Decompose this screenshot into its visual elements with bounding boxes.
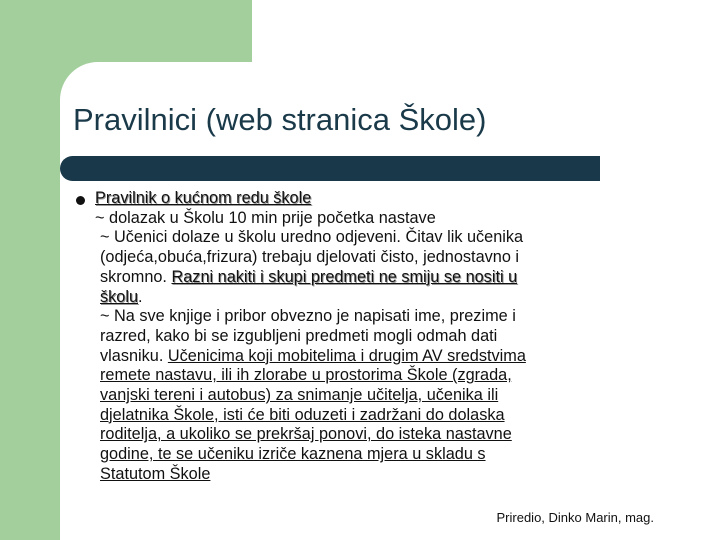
body-line: ~ Na sve knjige i pribor obvezno je napisati ime, prezime i xyxy=(100,307,516,326)
body-text: . xyxy=(138,287,143,306)
mobile-rule-link-cont[interactable]: djelatnika Škole, isti će biti oduzeti i zadržani do dolaska xyxy=(100,405,505,424)
slide-title: Pravilnici (web stranica Škole) xyxy=(73,102,487,137)
bullet-dot-icon xyxy=(76,196,85,205)
mobile-rule-link-cont[interactable]: remete nastavu, ili ih zlorabe u prostorima Škole (zgrada, xyxy=(100,366,512,385)
slide-body xyxy=(95,189,665,485)
mobile-rule-link-cont[interactable]: roditelja, a ukoliko se prekršaj ponovi, do isteka nastavne xyxy=(100,425,512,444)
mobile-rule-link-cont[interactable]: vanjski tereni i autobus) za snimanje učitelja, učenika ili xyxy=(100,386,499,405)
rules-heading-link[interactable]: Pravilnik o kućnom redu škole xyxy=(95,189,312,207)
mobile-rule-link-cont[interactable]: Statutom Škole xyxy=(100,464,211,483)
body-line: razred, kako bi se izgubljeni predmeti mogli odmah dati xyxy=(100,326,498,345)
body-line: (odjeća,obuća,frizura) trebaju djelovati čisto, jednostavno i xyxy=(100,248,520,267)
body-line: ~ dolazak u Školu 10 min prije početka nastave xyxy=(95,208,436,227)
mobile-rule-link-cont[interactable]: godine, te se učeniku izriče kaznena mjera u skladu s xyxy=(100,445,486,464)
jewelry-rule-link[interactable]: Razni nakiti i skupi predmeti ne smiju se nositi u xyxy=(171,267,518,286)
jewelry-rule-link-cont[interactable]: školu xyxy=(100,287,139,306)
title-divider-bar xyxy=(60,156,600,181)
mobile-rule-link[interactable]: Učenicima koji mobitelima i drugim AV sredstvima xyxy=(167,346,526,365)
body-text: skromno. xyxy=(100,267,172,286)
body-text: vlasniku. xyxy=(100,346,168,365)
author-footer: Priredio, Dinko Marin, mag. xyxy=(496,510,654,525)
body-line: ~ Učenici dolaze u školu uredno odjeveni. Čitav lik učenika xyxy=(100,228,524,247)
